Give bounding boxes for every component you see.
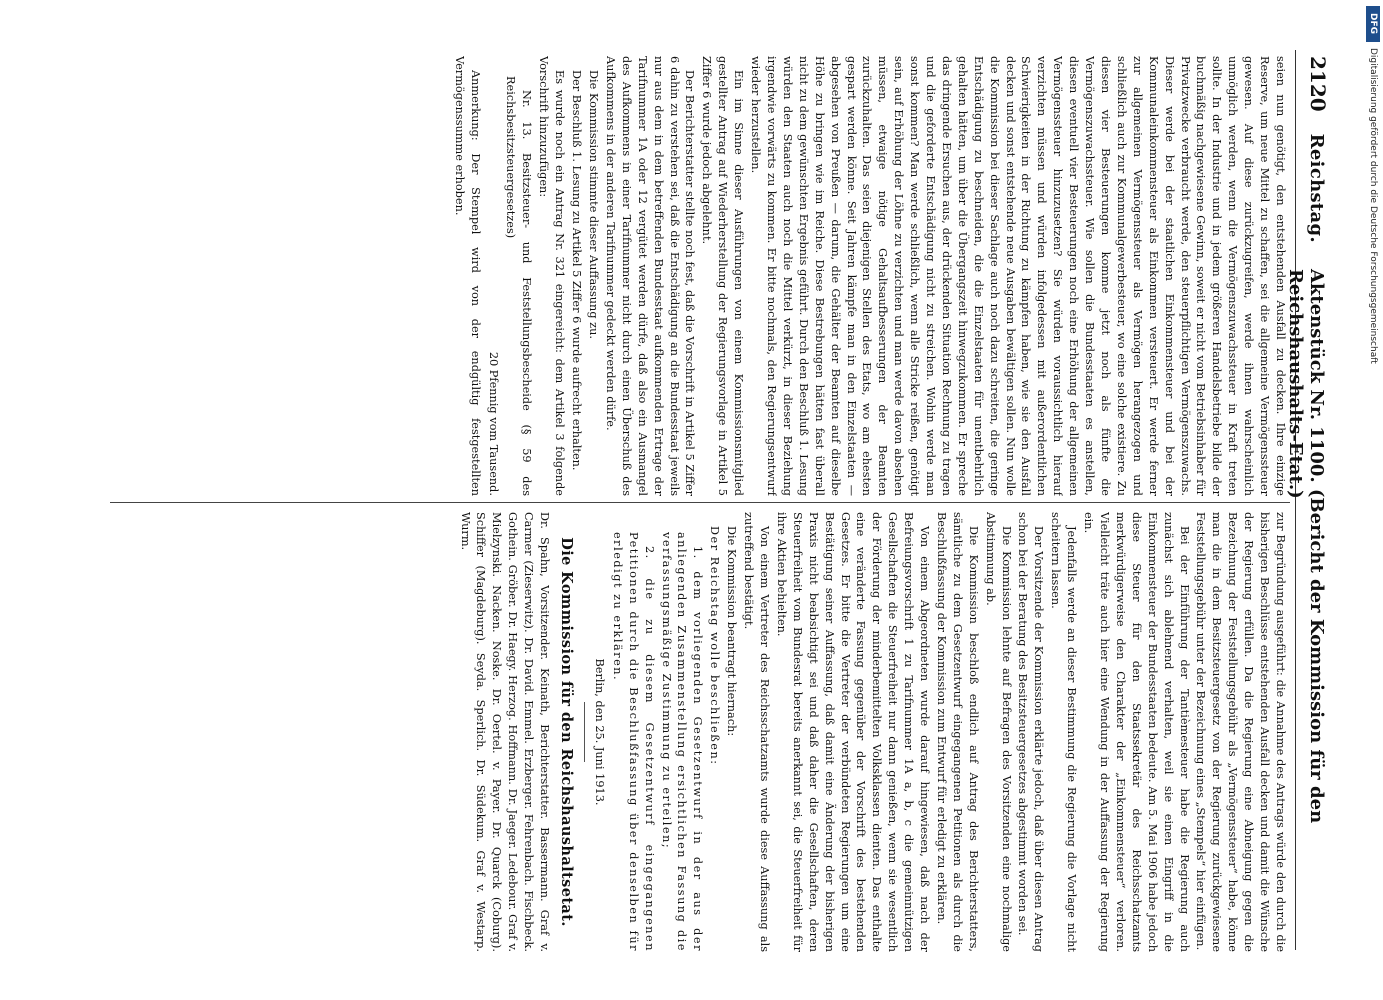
- side-strip: [1366, 6, 1380, 726]
- document-page: [90, 50, 1330, 950]
- digitization-note: Digitalisierung gefördert durch die Deutsche Forschungsgemeinschaft: [1368, 48, 1378, 364]
- motion-item: 1. dem vorliegenden Gesetzentwurf in der aus der anliegenden Zusammenstellung ersichtlichen Fassung die verfassungsmäßige Zustimmung zu erteilen;: [659, 532, 705, 952]
- paragraph: Die Kommission stimmte dieser Auffassung zu.: [587, 70, 601, 339]
- paragraph: Der Beschluß 1. Lesung zu Artikel 5 Ziffer 6 wurde aufrecht erhalten.: [570, 70, 584, 471]
- column-divider: [110, 502, 1290, 503]
- dfg-logo: DFG: [1366, 6, 1380, 42]
- paragraph: Ein im Sinne dieser Ausführungen von einem Kommissionsmitglied gestellter Antrag auf Wiederherstellung der Regierungsvorlage in Artikel 5 Ziffer 6 wurde jedoch abgelehnt.: [700, 56, 746, 496]
- paragraph: Die Kommission beantragt hiernach:: [725, 526, 739, 737]
- paragraph: Der Vorsitzende der Kommission erklärte jedoch, daß über diesen Antrag schon bei der Beratung des Besitzsteuergesetzes abgestimmt worden sei.: [1016, 512, 1046, 952]
- commission-heading: Die Kommission für den Reichshaushaltsetat.: [558, 537, 576, 927]
- paragraph: seien nun genötigt, den entstehenden Ausfall zu decken. Ihre einzige Reserve, um neue Mittel zu schaffen, sei die allgemeine Vermögenssteuer gewesen. Auf diese zurückzugreifen, werde ihnen wahrscheinlich unmöglich werden, wenn die Vermögenszuwachssteuer in Kraft treten sollte. In der Industrie und in jedem größeren Handelsbetriebe bilde der buchmäßig nachgewiesene Gewinn, soweit er nicht vom Betriebsinhaber für Privatzwecke verbraucht werde, den steuerpflichtigen Vermögenszuwachs. Dieser werde bei der staatlichen Einkommensteuer und bei der Kommunaleinkommensteuer als Einkommen versteuert. Er werde ferner zur allgemeinen Vermögenssteuer als Vermögen herangezogen und schließlich auch zur Kommunalgewerbesteuer, wo eine solche existiere. Zu diesen vier Besteuerungen komme jetzt noch als fünfte die Vermögenszuwachssteuer. Wie sollen die Bundesstaaten es anstellen, diesen eventuell vier Besteuerungen noch eine Erhöhung der allgemeinen Vermögenssteuer hinzuzusetzen? Sie würden voraussichtlich hierauf verzichten müssen und würden infolgedessen mit außerordentlichen Schwierigkeiten in der Richtung zu kämpfen haben, wie sie den Ausfall decken und sonst entstehende neue Ausgaben bewältigen sollen. Nun wolle die Kommission bei dieser Sachlage auch noch dazu schreiten, die geringe Entschädigung zu beschneiden, die die Einzelstaaten für unentbehrlich gehalten hätten, um über die Übergangszeit hinwegzukommen. Er spreche das dringende Ersuchen aus, der drückenden Situation Rechnung zu tragen und die geforderte Entschädigung nicht zu streichen. Wohin werde man sonst kommen? Man werde schließlich, wenn alle Stricke reißen, genötigt sein, auf Erhöhung der Löhne zu verzichten und man werde davon absehen müssen, etwaige nötige Gehaltsaufbesserungen der Beamten zurückzuhalten. Das seien diejenigen Stellen des Etats, wo am ehesten gespart werden könne. Seit Jahren kämpfe man in den Einzelstaaten — abgesehen von Preußen — darum, die Gehälter der Beamten auf dieselbe Höhe zu bringen wie im Reiche. Diese Bestrebungen hätten fast überall nicht zu dem gewünschten Ergebnis geführt. Durch den Beschluß 1. Lesung würden den Staaten auch noch die Mittel verkürzt, in dieser Beziehung irgendwie vorwärts zu kommen. Er bitte nochmals, den Regierungsentwurf wieder herzustellen.: [749, 56, 1287, 496]
- date-line: Berlin, den 25. Juni 1913.: [592, 658, 606, 806]
- running-head: [1285, 50, 1330, 950]
- tariff-item: Nr. 13. Besitzsteuer- und Feststellungsbescheide (§ 59 des Reichsbesitzsteuergesetzes): [504, 76, 534, 496]
- motion-item: 2. die zu diesem Gesetzentwurf eingegangenen Petitionen durch die Beschlußfassung über denselben für erledigt zu erklären.: [610, 532, 656, 952]
- paragraph: Von einem Vertreter des Reichsschatzamts wurde diese Auffassung als zutreffend bestätigt.: [742, 512, 771, 952]
- tariff-value: 20 Pfennig vom Tausend.: [486, 351, 500, 496]
- commission-members: Dr. Spahn, Vorsitzender. Keinath, Berichterstatter. Bassermann. Graf v. Carmer (Zieserwitz). Dr. David. Emmel. Erzberger. Fehrenbach. Fischbeck. Gothein. Gröber. Dr. Haegy. Herzog. Hoffmann. Dr. Jaeger. Ledebour. Graf v. Mielzynski. Nacken. Noske. Dr. Oertel. v. Payer. Dr. Quarck (Coburg). Schiffer (Magdeburg). Seyda. Sperlich. Dr. Südekum. Graf v. Westarp. Wurm.: [458, 512, 552, 952]
- paragraph: Jedenfalls werde an dieser Bestimmung die Regierung die Vorlage nicht scheitern lassen.: [1049, 512, 1079, 952]
- right-column: [98, 512, 1288, 952]
- left-column: [98, 56, 1288, 496]
- paragraph: Die Kommission beschloß endlich auf Antrag des Berichterstatters, sämtliche zu dem Gesetzentwurf eingegangenen Petitionen als durch die Beschlußfassung der Kommission zum Entwurf für erledigt zu erklären.: [934, 512, 980, 952]
- document-title: Aktenstück Nr. 1100. (Bericht der Kommission für den Reichshaushalts-Etat.): [1285, 268, 1327, 824]
- page-number: 2120: [1306, 56, 1330, 112]
- paragraph: zur Begründung ausgeführt: die Annahme des Antrags würde den durch die bisherigen Beschlüsse entstehenden Ausfall decken und damit die Wünsche der Regierung erfüllen. Da die Regierung eine Abneigung gegen die Bezeichnung der Feststellungsgebühr als „Vermögenssteuer“ habe, könne man die in dem Besitzsteuergesetz von der Regierung zurückgewiesene Feststellungsgebühr unter der Bezeichnung eines „Stempels“ hier einfügen.: [1194, 512, 1287, 952]
- separator-rule: [584, 702, 585, 762]
- motion-intro: Der Reichstag wolle beschließen:: [708, 526, 722, 766]
- paragraph: Der Berichterstatter stellte noch fest, daß die Vorschrift in Artikel 5 Ziffer 6 dahin zu verstehen sei, daß die Entschädigung an die Bundesstaat jeweils nur aus dem in dem betreffenden Bundesstaat aufkommenden Ertrage der Tarifnummer 1A oder 12 vergütet werden dürfe, daß also ein Ausmangel des Aufkommens in einer Tarifnummer nicht durch einen Überschuß des Aufkommens in der anderen Tarifnummer gedeckt werden dürfe.: [603, 56, 697, 496]
- paragraph: Bei der Einführung der Tantièmesteuer habe die Regierung auch zunächst sich ablehnend verhalten, weil sie einen Eingriff in die Einkommensteuer der Bundesstaaten bedeute. Am 5. Mai 1906 habe jedoch diese Steuer für den Staatssekretär des Reichsschatzamts merkwürdigerweise den Charakter der „Einkommensteuer“ verloren. Vielleicht träte auch hier eine Wendung in der Auffassung der Regierung ein.: [1082, 512, 1191, 952]
- note: Anmerkung: Der Stempel wird von der endgültig festgestellten Vermögenssumme erhoben.: [452, 56, 482, 496]
- journal-title: Reichstag.: [1306, 133, 1327, 243]
- paragraph: Von einem Abgeordneten wurde darauf hingewiesen, daß nach der Befreiungsvorschrift 1 zu Tarifnummer 1A a, b, c die gemeinnützigen Gesellschaften die Steuerfreiheit nur dann genießen, wenn sie wesentlich der Förderung der minderbemittelten Volksklassen dienten. Das enthalte eine veränderte Fassung gegenüber der Vorschrift des bestehenden Gesetzes. Er bitte die Vertreter der verbündeten Regierungen um eine Bestätigung seiner Auffassung, daß damit eine Änderung der bisherigen Praxis nicht beabsichtigt sei und daß daher die Gesellschaften, deren Steuerfreiheit vom Bundesrat bereits anerkannt sei, die Steuerfreiheit für ihre Aktien behielten.: [774, 512, 932, 952]
- paragraph: Es wurde noch ein Antrag Nr. 321 eingereicht: dem Artikel 3 folgende Vorschrift hinzuzufügen:: [537, 56, 567, 496]
- paragraph: Die Kommission lehnte auf Befragen des Vorsitzenden eine nochmalige Abstimmung ab.: [983, 512, 1013, 952]
